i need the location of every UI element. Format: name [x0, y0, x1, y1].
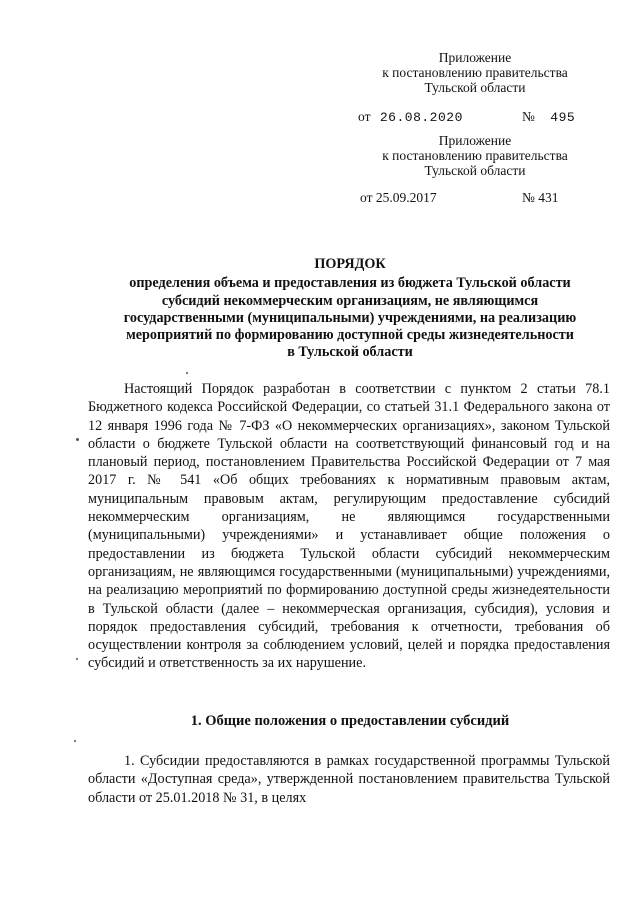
- resolution-date: 26.08.2020: [379, 110, 463, 125]
- scan-speck: [186, 372, 188, 374]
- title-line: в Тульской области: [287, 344, 413, 361]
- resolution-date-line: [358, 109, 463, 125]
- section-1-body: [88, 752, 610, 807]
- appendix-label: Приложение: [438, 133, 512, 148]
- scan-speck: [76, 658, 78, 660]
- original-date-line: от 25.09.2017: [360, 190, 437, 205]
- appendix-resolution-label: к постановлению правительства: [382, 148, 568, 163]
- intro-section: [88, 380, 610, 673]
- document-title: [80, 256, 620, 362]
- scan-speck: [74, 740, 76, 742]
- title-line: субсидий некоммерческим организациям, не являющимся: [161, 292, 539, 309]
- appendix-resolution-label: к постановлению правительства: [382, 65, 568, 80]
- section-1-paragraph-1: 1. Субсидии предоставляются в рамках государственной программы Тульской области «Доступная среда», утвержденной постановлением правительства Тульской области от 25.01.2018 № 31, в целях: [88, 753, 610, 806]
- title-line: определения объема и предоставления из бюджета Тульской области: [129, 275, 571, 292]
- resolution-number: 495: [550, 110, 576, 125]
- date-prefix: от: [358, 109, 371, 124]
- appendix-label: Приложение: [438, 50, 512, 65]
- intro-paragraph: Настоящий Порядок разработан в соответствии с пунктом 2 статьи 78.1 Бюджетного кодекса Российской Федерации, со статьей 31.1 Федерального закона от 12 января 1996 года № 7-ФЗ «О некоммерческих организациях», законом Тульской области о бюджете Тульской области на соответствующий финансовый год и на плановый период, постановлением Правительства Российской Федерации от 7 мая 2017 г. № 541 «Об общих требованиях к нормативным правовым актам, муниципальным правовым актам, регулирующим предоставление субсидий некоммерческим организациям, не являющимся государственными (муниципальными) учреждениями» и устанавливает общие положения о предоставлении из бюджета Тульской области субсидий некоммерческим организациям, не являющимся государственными (муниципальными) учреждениями, на реализацию мероприятий по формированию доступной среды жизнедеятельности в Тульской области (далее – некоммерческая организация, субсидия), условия и порядок предоставления субсидий, требования к отчетности, требования об осуществлении контроля за соблюдением условий, целей и порядка предоставления субсидий и ответственность за их нарушение.: [88, 381, 610, 672]
- appendix-region-label: Тульской области: [424, 80, 526, 95]
- title-heading: ПОРЯДОК: [314, 256, 386, 272]
- title-line: государственными (муниципальными) учреждениями, на реализацию: [123, 309, 577, 326]
- scan-speck: [76, 438, 79, 441]
- original-number-line: № 431: [522, 190, 559, 205]
- appendix-header-current: [355, 50, 595, 95]
- resolution-number-line: [522, 109, 575, 125]
- title-line: мероприятий по формированию доступной среды жизнедеятельности: [126, 327, 574, 344]
- appendix-region-label: Тульской области: [424, 163, 526, 178]
- number-sign: №: [522, 109, 535, 124]
- appendix-header-original: [355, 133, 595, 178]
- section-heading: 1. Общие положения о предоставлении субсидий: [190, 713, 510, 729]
